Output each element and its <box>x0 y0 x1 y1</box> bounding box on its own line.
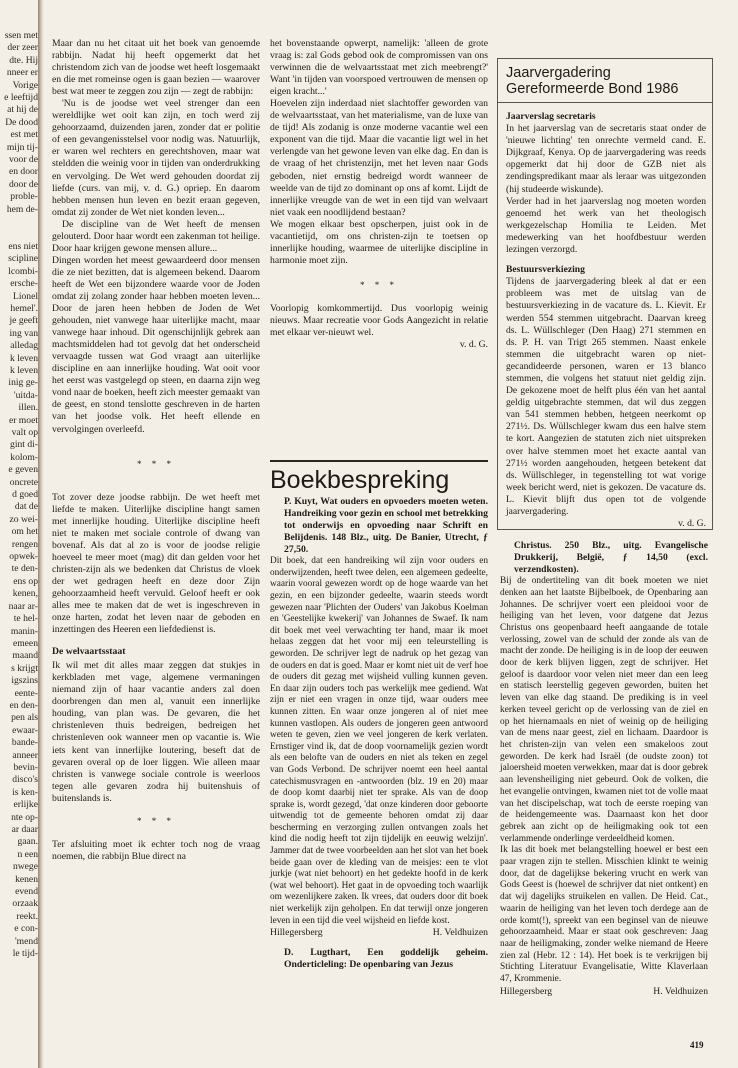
margin-fragment: der zeer <box>7 42 38 54</box>
margin-fragment: is ken- <box>12 786 38 798</box>
margin-fragment: opwek- <box>9 551 38 563</box>
margin-fragment: zo wei- <box>9 513 38 525</box>
box-body <box>498 103 712 530</box>
margin-fragment: le tijd- <box>12 948 38 960</box>
paragraph: In het jaarverslag van de secretaris staat onder de 'nieuwe lichting' ten onrechte vermeld cand. E. Dijkgraaf, Kenya. Op de jaarvergadering was reeds opgemerkt dat hij door de GZB niet als zendingspredikant maar als leraar was uitgezonden (hij studeerde wiskunde). <box>506 123 706 195</box>
margin-fragment: valt op <box>11 427 38 438</box>
page-fold <box>38 0 44 1068</box>
margin-fragment: k leven <box>10 364 38 376</box>
margin-fragment: e geven <box>8 464 38 476</box>
margin-fragment: De dood <box>5 116 38 128</box>
margin-fragment: rengen <box>11 538 38 550</box>
section-heading: De welvaartsstaat <box>52 646 126 658</box>
margin-fragment: ens niet <box>8 240 38 252</box>
margin-fragment: nwege <box>12 861 38 873</box>
book-reference: Christus. 250 Blz., uitg. Evangelische Drukkerij, België, ƒ 14,50 (excl. verzendkosten). <box>514 540 708 576</box>
margin-fragment: 'mend <box>14 935 38 947</box>
book-review-1 <box>270 496 488 971</box>
margin-fragment: eente- <box>14 687 38 699</box>
review-body: Bij de ondertiteling van dit boek moeten we niet denken aan het laatste Bijbelboek, de Openbaring aan Johannes. De schrijver voert een pleidooi voor de heiliging van het leven, voor datgene dat Jezus Christus ons geopenbaard heeft aangaande de totale verlossing, zowel van de schuld der zonde als van de macht der zonde. De heiliging is in de loop der eeuwen door de kerk blijven liggen, zegt de schrijver. Het geloof is daardoor voor velen niet meer dan een leeg en statisch leerstellig gegeven geworden, buiten het leven van elke dag staand. De prediking is in veel kerken teveel gericht op de verlossing van de ziel en op het hiernamaals en niet of weinig op de heiliging van de mens naar geest, ziel en lichaam. Daardoor is het christen-zijn van velen een smakeloos zout geworden. De kerk had Israël (de oudste zoon) tot jaloersheid moeten verwekken, maar dat is door gebrek aan levensheiliging niet gebeurd. Ook de volken, die het evangelie ontvingen, kwamen niet tot de volle maat van het discipelschap, wat toch de eerste roeping van de heidengemeente was. Daarnaast kon het door gebrek aan zicht op de heiligmaking ook tot een verlammende onderlinge verdeeldheid komen. <box>500 576 708 844</box>
margin-fragment: nneer er <box>6 67 38 79</box>
box-title: Jaarvergadering Gereformeerde Bond 1986 <box>498 59 712 103</box>
margin-fragment: kolom- <box>10 451 38 463</box>
paragraph: Tot zover deze joodse rabbijn. De wet heeft met liefde te maken. Uiterlijke discipline hangt samen met innerlijke houding. Uiterlijke discipline heeft niet te maken met sociale controle of dwang van bovenaf. Als dat al zo is voor de joodse religie hoeveel te meer moet (mag) dit dan gelden voor het christen-zijn als we bedenken dat Christus de vloek der wet gedragen heeft en deze door Zijn gehoorzaamheid heeft vervuld. Geloof heeft er ook alles mee te maken dat de wet is ingeschreven in onze harten, zodat het leven naar de geboden en inzettingen des Heeren een liefdedienst is. <box>52 491 260 636</box>
paragraph: Verder had in het jaarverslag nog moeten worden genoemd het werk van het theologisch werkgezelschap Homilia te Leiden. Met medewerking van het hoofdbestuur werden lezingen verzorgd. <box>506 195 706 256</box>
paragraph: Tijdens de jaarvergadering bleek al dat er een probleem was met de uitslag van de bestuursverkiezing in de vacature ds. L. Kievit. Er werden 554 stemmen uitgebracht. Daarvan kreeg ds. L. Wüllschleger (Den Haag) 271 stemmen en ds. P. H. van Trigt 265 stemmen. Naast enkele stemmen die uitgebracht waren op niet-gecandideerde personen, waren er 13 blanco stemmen, die volgens het statuut niet geldig zijn. De gekozene moet de helft plus één van het aantal geldig uitgebrachte stemmen, dat wil dus zeggen van 541 stemmen hebben, hetgeen neerkomt op 271½. Ds. Wüllschleger kwam dus een halve stem te kort. Aangezien de statuten zich niet uitspreken over halve stemmen moet het exacte aantal van 271½ worden aangehouden, hetgeen betekent dat ds. Wüllschleger, in tegenstelling tot wat vorige week bericht werd, niet is gekozen. De vacature ds. L. Kievit blijft dus open tot de volgende jaarvergadering. <box>506 276 706 517</box>
margin-fragment: Lionel <box>12 290 38 302</box>
margin-fragment: lcombi- <box>8 265 38 277</box>
margin-fragment: alledag <box>10 340 38 352</box>
margin-fragment: dat de <box>14 501 38 513</box>
margin-fragment: est met <box>10 129 38 141</box>
margin-fragment: manin- <box>10 625 38 637</box>
margin-fragment: pen als <box>11 712 38 724</box>
margin-fragment <box>0 229 38 241</box>
margin-fragment: scipline <box>8 253 38 265</box>
margin-fragment: proble- <box>10 191 38 203</box>
margin-fragment: door de <box>8 178 38 190</box>
signature: v. d. G. <box>459 339 488 351</box>
margin-fragment: gaan. <box>17 836 38 848</box>
margin-fragment: maand <box>12 650 38 662</box>
margin-fragment: erlijke <box>13 799 38 811</box>
announcement-box <box>497 58 713 530</box>
review-body: Ik las dit boek met belangstelling hoewel er best een paar vragen zijn te stellen. Misschien klinkt te weinig door, dat de dagelijkse bekering vrucht en werk van Gods Geest is (hoewel de schrijver dat niet ontkent) en dat wij dagelijks struikelen en vallen. De Heid. Cat., waarin de heiliging van het leven toch derdege aan de orde komt(!), spreekt van een beginsel van de nieuwe gehoorzaamheid. Maar er staat ook geschreven: Jaag naar de heiligmaking, zonder welke niemand de Heere zien zal (Hebr. 12 : 14). Het boek is te verkrijgen bij Stichting Literatuur Evangelisatie, Witte Klaverlaan 47, Krommenie. <box>500 845 708 985</box>
margin-fragment: orzaak <box>12 898 38 910</box>
book-reference: P. Kuyt, Wat ouders en opvoeders moeten weten. Handreiking voor gezin en school met betrekking tot onderwijs en opvoeding naar Schrift en Belijdenis. 148 Blz., uitg. De Banier, Utrecht, ƒ 27,50. <box>284 496 488 556</box>
book-reference-next: D. Lugthart, Een goddelijk geheim. Onderticleling: De openbaring van Jezus <box>284 947 488 971</box>
box-subheading: Jaarverslag secretaris <box>506 111 596 122</box>
margin-fragment: oncrete <box>9 476 38 488</box>
margin-fragment: dte. Hij <box>9 54 38 66</box>
margin-fragment: ssen met <box>4 30 38 41</box>
margin-fragment: gint di- <box>10 439 38 451</box>
review-signature <box>270 927 488 939</box>
margin-fragment: e leeftijd <box>4 92 38 104</box>
margin-fragment: 'uitda- <box>13 389 38 401</box>
margin-fragment: anneer <box>12 749 38 761</box>
margin-fragment: hemel'. <box>10 302 38 314</box>
margin-fragment: s krijgt <box>11 662 38 674</box>
margin-fragment: ewaar- <box>12 724 38 736</box>
paragraph: Maar dan nu het citaat uit het boek van genoemde rabbijn. Nadat hij heeft opgemerkt dat het christendom zich van de joodse wet heeft losgemaakt en die met romeinse ogen is gaan bezien — waarover best wat meer te zeggen zou zijn — zegt de rabbijn: <box>52 38 260 98</box>
section-separator: * * * <box>137 458 175 469</box>
margin-fragment: at hij de <box>7 104 38 116</box>
review-signature <box>500 986 708 998</box>
margin-fragment: reekt. <box>16 910 38 922</box>
margin-fragment: en door <box>8 166 38 178</box>
margin-fragment: Vorige <box>12 79 38 91</box>
section-title-boekbespreking: Boekbespreking <box>270 466 450 494</box>
paragraph: We mogen elkaar best opscherpen, juist ook in de vacantietijd, om ons christen-zijn te toetsen op innerlijke houding, waarmee de uiterlijke discipline in harmonie moet zijn. <box>270 218 488 266</box>
margin-fragment: ar daar <box>11 824 38 835</box>
paragraph: het bovenstaande opwerpt, namelijk: 'alleen de grote vraag is: zal Gods gebod ook de compromissen van ons verwinnen die de welvaartsstaat met zich meebrengt?' Want 'in tijden van voorspoed vertrouwen de mensen op eigen kracht...' <box>270 38 488 98</box>
margin-fragment: er moet <box>8 414 38 426</box>
margin-fragment: mijn tij- <box>6 141 38 153</box>
box-subheading: Bestuursverkiezing <box>506 264 585 276</box>
paragraph: Ter afsluiting moet ik echter toch nog de vraag noemen, die rabbijn Blue direct na <box>52 838 260 862</box>
margin-fragment: bande- <box>11 737 38 749</box>
margin-fragment: emeen <box>12 637 38 649</box>
margin-fragment: je geeft <box>9 315 38 327</box>
margin-fragment: kenen <box>15 873 38 885</box>
margin-fragment: hem de- <box>6 203 38 215</box>
margin-fragment: kenen, <box>12 588 38 600</box>
paragraph: Ik wil met dit alles maar zeggen dat stukjes in kerkbladen met vage, algemene vermaningen niemand zijn of haar vacantie anders zal doen doorbrengen dan men al, vanuit een innerlijke houding, van plan was. De gevaren, die het christenleven thuis bedreigen, bedreigen het christenleven ook wanneer men op vacantie is. Wie iets kent van innerlijke loutering, beseft dat de gevaren overal op de loer liggen. Wie alleen maar christen is vanwege sociale controle is weerloos tegen alle gevaren zodra hij buitenshuis of buitenslands is. <box>52 660 260 804</box>
margin-fragment: om het <box>11 526 38 538</box>
margin-fragment: d goed <box>12 489 38 501</box>
margin-fragment: ens op <box>13 575 38 587</box>
paragraph: De discipline van de Wet heeft de mensen gelouterd. Door haar wordt een zakenman tot heilige. Door haar krijgen gewone mensen allure... <box>52 218 260 254</box>
margin-fragment: igszins <box>11 675 38 687</box>
section-separator: * * * <box>137 815 175 826</box>
section-rule <box>270 460 488 462</box>
margin-fragment: te hel- <box>13 613 38 625</box>
margin-fragment: inig ge- <box>8 377 38 389</box>
paragraph: Dingen worden het meest gewaardeerd door mensen die ze niet bezitten, dat is algemeen bekend. Daarom heeft de Wet een bijzondere waarde voor de Joden omdat zij zolang zonder haar hebben moeten leven... Door de jaren heen hebben de Joden de Wet gehouden, niet vanwege haar uiterlijke macht, maar vanwege haar inhoud. Dit ogenschijnlijk gebrek aan machtsmiddelen had tot gevolg dat het onderscheid vervaagde tussen wat God vraagt aan uiterlijke discipline en aan innerlijke houding. Wat ooit voor het eerst was vastgelegd op steen, en daarna zijn weg vond naar de boeken, heeft zich meester gemaakt van de geest, en stond tenslotte geschreven in de harten van het joodse volk. Het heeft ellende en vervolgingen overleefd. <box>52 254 260 435</box>
margin-fragment: k leven <box>10 352 38 364</box>
signature-place: Hillegersberg <box>270 927 323 939</box>
margin-fragment: evend <box>15 886 38 898</box>
signature-name: H. Veldhuizen <box>432 927 488 939</box>
paragraph: Voorlopig komkommertijd. Dus voorlopig weinig nieuws. Maar recreatie voor Gods Aangezicht in relatie met elkaar ver-nieuwt wel. <box>270 302 488 339</box>
margin-fragment: naar ar- <box>8 600 38 612</box>
margin-fragment: ersche- <box>10 278 38 290</box>
margin-fragment: voor de <box>8 154 38 166</box>
paragraph: Hoevelen zijn inderdaad niet slachtoffer geworden van de welvaartsstaat, van het materialisme, van de luxe van de tijd! Als zodanig is onze moderne vacantie wel een exponent van die tijd. Maar die vacantie ligt wel in het verlengde van het gewone leven van elke dag. En dan is de vraag of het christenzijn, met het leven naar Gods geboden, niet ernstig bedreigd wordt wanneer de weelde van de tijd zo dominant op ons af komt. Lijdt de innerlijke vreugde van de wet in een tijd van welvaart niet vaak een noodlijdend bestaan? <box>270 98 488 218</box>
review-body: Dit boek, dat een handreiking wil zijn voor ouders en onderwijzenden, heeft twee delen, een algemeen gedeelte, waarin vooral gewezen wordt op de hoge waarde van het gezin, en een bijzonder gedeelte, waarin steeds wordt gewezen naar 'Plichten der Ouders' van Jakobus Koelman en 'Geestelijke kwekerij' van Johannes de Swaef. Ik nam dit boek met veel verwachting ter hand, maar ik moet helaas zeggen dat het voor mij een teleurstelling is geworden. De schrijver legt de nadruk op het gezag van de ouders en dat is goed. Maar er komt niet uit de verf hoe de ouders dit gezag met wijsheid vulling kunnen geven. En daar zijn ouders toch pas werkelijk mee gediend. Wat zijn er niet een vragen in onze tijd, waar ouders mee kunnen zitten. En waar onze jongeren al of niet mee kunnen vastlopen. Als ouders de jongeren geen antwoord weten te geven, zien we veel jongeren de kerk verlaten. Ernstiger vind ik, dat de doop voornamelijk gezien wordt als een belofte van de ouders en niet als teken en zegel van Gods Verbond. De schrijver noemt een heel aantal catechismusvragen en -antwoorden (blz. 19 en 20) maar de doop komt daarbij niet ter sprake. Als van de doop sprake is, wordt gezegd, 'dat onze kinderen door geboorte uitwendig tot de gemeente behoren omdat zij daar bescherming en verzorging zullen ontvangen zoals het kind die nodig heeft tot zijn tijdelijk en eeuwig welzijn'. Jammer dat de twee voorbeelden aan het slot van het boek beide gaan over de kleding van de meisjes: een te vlot jurkje (wat niet behoort) en het gedekte hoofd in de kerk (wat wel behoort). Het gaat in de opvoeding toch waarlijk om wezenlijkere zaken. Ik vrees, dat ouders door dit boek niet werkelijk zijn geholpen. En dat terwijl onze jongeren leven in een tijd die veel wijsheid en liefde kost. <box>270 556 488 926</box>
paragraph: 'Nu is de joodse wet veel strenger dan een wereldlijke wet ooit kan zijn, en toch werd zij gehoorzaamd, duizenden jaren, zonder dat er politie of een gevangenisstelsel voor nodig was. Natuurlijk, er waren wel rechters en gerechtshoven, maar wat steldden die weinig voor in tijden van onderdrukking en vervolging. De Wet werd gehouden doordat zij liefde (curs. van mij, v. d. G.) opriep. En daarom hebben mensen hun leven en bezit eraan gegeven, omdat zij zonder de Wet niet konden leven... <box>52 98 260 218</box>
book-review-2 <box>500 540 708 998</box>
margin-fragment: en den- <box>9 699 38 711</box>
column-2 <box>270 38 488 351</box>
margin-fragment: nte op- <box>11 811 38 823</box>
margin-fragment: disco's <box>12 774 38 786</box>
signature-name: H. Veldhuizen <box>653 985 708 997</box>
margin-fragment: ing van <box>9 327 38 339</box>
signature: v. d. G. <box>678 518 706 530</box>
margin-fragment: n een <box>17 848 38 860</box>
left-page-margin-text <box>0 30 38 1030</box>
margin-fragment: e con- <box>14 923 38 935</box>
column-1 <box>52 38 260 863</box>
margin-fragment: bevin- <box>13 761 38 773</box>
page-number: 419 <box>690 1040 704 1050</box>
signature-place: Hillegersberg <box>500 985 553 997</box>
margin-fragment: illen. <box>18 402 38 414</box>
section-separator: * * * <box>360 279 398 290</box>
margin-fragment: te den- <box>11 563 38 575</box>
margin-fragment <box>0 216 38 228</box>
